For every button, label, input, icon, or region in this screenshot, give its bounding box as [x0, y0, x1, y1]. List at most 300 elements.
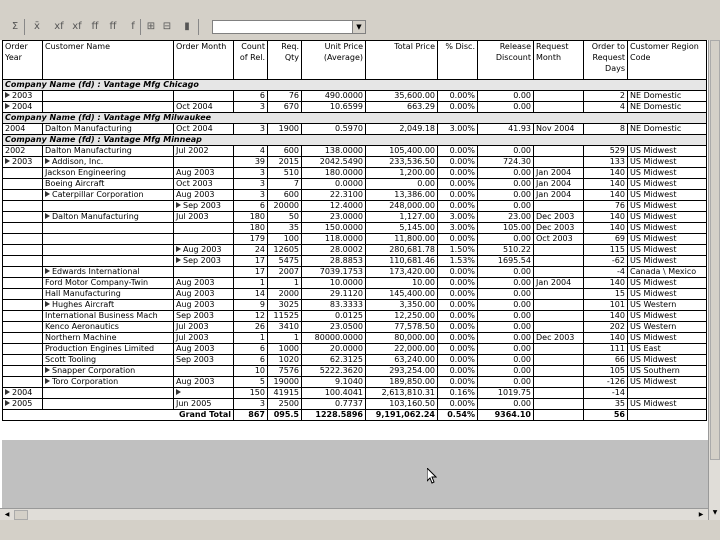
table-cell [628, 366, 707, 377]
table-cell [3, 256, 43, 267]
cell-text: US Midwest [630, 377, 677, 386]
cell-text: Aug 2003 [176, 289, 215, 298]
cell-text: Jun 2005 [176, 399, 212, 408]
cell-text: 1019.75 [497, 388, 531, 397]
cell-text: 2005 [12, 399, 33, 408]
table-cell [534, 190, 584, 201]
cell-text: 5 [259, 377, 265, 386]
table-cell [628, 399, 707, 410]
cell-text: US Midwest [630, 234, 677, 243]
table-cell [302, 190, 366, 201]
table-row[interactable] [3, 333, 707, 344]
cell-text: 0.00% [449, 289, 475, 298]
expand-arrow-icon[interactable] [45, 158, 50, 164]
table-row[interactable] [3, 157, 707, 168]
cell-text: 0.00 [513, 91, 531, 100]
cell-text: 0.00 [513, 146, 531, 155]
table-row[interactable] [3, 245, 707, 256]
cell-text: US Midwest [630, 289, 677, 298]
table-cell [628, 245, 707, 256]
table-cell [43, 102, 174, 113]
cell-text: 2500 [278, 399, 299, 408]
column-header-9[interactable]: Request Month [534, 41, 584, 80]
cell-text: 115 [609, 245, 625, 254]
table-cell [438, 388, 478, 399]
cell-text: 1.50% [449, 245, 475, 254]
cell-text: 0.00% [449, 278, 475, 287]
cell-text: 2042.5490 [319, 157, 363, 166]
table-cell [234, 179, 268, 190]
cell-text: 3 [259, 399, 265, 408]
cell-text: 2007 [278, 267, 299, 276]
table-row[interactable] [3, 377, 707, 388]
table-cell [3, 289, 43, 300]
cell-text: US Midwest [630, 256, 677, 265]
table-cell [43, 168, 174, 179]
cell-text: 0.00 [513, 179, 531, 188]
table-cell [234, 256, 268, 267]
table-cell [268, 377, 302, 388]
table-cell [628, 267, 707, 278]
cell-text: 0.00% [449, 322, 475, 331]
cell-text: 110,681.46 [389, 256, 435, 265]
table-cell [234, 289, 268, 300]
table-cell [534, 146, 584, 157]
cell-text: 140 [609, 179, 625, 188]
table-cell [174, 124, 234, 135]
cell-text: 1020 [278, 355, 299, 364]
toolbar-button-5[interactable]: ff [109, 21, 117, 32]
table-cell [234, 146, 268, 157]
table-cell [438, 278, 478, 289]
column-header-2[interactable]: Order Month [174, 41, 234, 80]
cell-text: 140 [609, 168, 625, 177]
column-header-10[interactable]: Order to Request Days [584, 41, 628, 80]
table-cell [366, 201, 438, 212]
table-cell [366, 267, 438, 278]
table-cell [174, 223, 234, 234]
expand-arrow-icon[interactable] [45, 301, 50, 307]
table-cell [268, 212, 302, 223]
empty-grid-area [2, 440, 708, 508]
cell-text: Dec 2003 [536, 333, 575, 342]
table-cell [478, 124, 534, 135]
cell-text: 0.00 [513, 190, 531, 199]
table-cell [3, 399, 43, 410]
table-cell [366, 388, 438, 399]
table-row[interactable] [3, 201, 707, 212]
expand-arrow-icon[interactable] [45, 367, 50, 373]
table-cell [584, 234, 628, 245]
table-cell [366, 234, 438, 245]
table-cell [234, 344, 268, 355]
column-header-5[interactable]: Unit Price (Average) [302, 41, 366, 80]
table-row[interactable] [3, 366, 707, 377]
table-cell [628, 377, 707, 388]
cell-text: 1.53% [449, 256, 475, 265]
cell-text: 0.00% [449, 168, 475, 177]
table-cell [534, 212, 584, 223]
cell-text: 0.00 [513, 366, 531, 375]
cell-text: 22.3100 [329, 190, 363, 199]
table-cell [3, 168, 43, 179]
table-cell [438, 223, 478, 234]
table-cell [174, 377, 234, 388]
table-cell [438, 311, 478, 322]
table-cell [174, 190, 234, 201]
cell-text: 20.0000 [329, 344, 363, 353]
cell-text: US Southern [630, 366, 680, 375]
table-cell [43, 234, 174, 245]
cell-text: 280,681.78 [389, 245, 435, 254]
cell-text: US Midwest [630, 168, 677, 177]
table-row[interactable] [3, 146, 707, 157]
table-cell [478, 201, 534, 212]
table-cell [174, 300, 234, 311]
expand-arrow-icon[interactable] [5, 400, 10, 406]
table-row[interactable] [3, 91, 707, 102]
table-cell [43, 377, 174, 388]
table-cell [584, 322, 628, 333]
table-row[interactable] [3, 234, 707, 245]
cell-text: 202 [609, 322, 625, 331]
group-header-row [3, 113, 707, 124]
column-header-7[interactable]: % Disc. [438, 41, 478, 80]
expand-arrow-icon[interactable] [176, 389, 181, 395]
table-cell [268, 102, 302, 113]
cell-text: 24 [254, 245, 265, 254]
table-cell [43, 333, 174, 344]
table-cell [584, 157, 628, 168]
cell-text: 3 [259, 190, 265, 199]
table-cell [534, 355, 584, 366]
expand-arrow-icon[interactable] [176, 246, 181, 252]
table-row[interactable] [3, 388, 707, 399]
toolbar-button-0[interactable]: Σ [11, 21, 19, 32]
table-cell [302, 267, 366, 278]
table-cell [628, 289, 707, 300]
table-cell [268, 278, 302, 289]
column-header-3[interactable]: Count of Rel. [234, 41, 268, 80]
expand-arrow-icon[interactable] [45, 378, 50, 384]
toolbar-button-6[interactable]: f [131, 21, 135, 32]
table-cell [302, 399, 366, 410]
cell-text: US Midwest [630, 157, 677, 166]
total-cell: 1228.5896 [302, 410, 366, 421]
cell-text: 3.00% [449, 212, 475, 221]
table-cell [174, 388, 234, 399]
table-cell [366, 300, 438, 311]
table-cell [174, 91, 234, 102]
cell-text: US Midwest [630, 311, 677, 320]
table-cell [584, 190, 628, 201]
table-cell [478, 234, 534, 245]
toolbar-button-2[interactable]: xf [54, 21, 64, 32]
cell-text: 28.8853 [329, 256, 363, 265]
table-row[interactable] [3, 179, 707, 190]
table-cell [174, 256, 234, 267]
table-cell [366, 91, 438, 102]
table-row[interactable] [3, 278, 707, 289]
expand-arrow-icon[interactable] [176, 257, 181, 263]
cell-text: US Midwest [630, 179, 677, 188]
table-cell [478, 377, 534, 388]
table-cell [628, 344, 707, 355]
cell-text: 0.00% [449, 344, 475, 353]
cell-text: 1,200.00 [399, 168, 435, 177]
table-cell [3, 344, 43, 355]
table-row[interactable] [3, 102, 707, 113]
cell-text: Caterpillar Corporation [52, 190, 144, 199]
table-cell [438, 377, 478, 388]
cell-text: 140 [609, 333, 625, 342]
scroll-down-icon[interactable]: ▼ [712, 509, 718, 516]
cell-text: 0.00% [449, 91, 475, 100]
table-cell [302, 234, 366, 245]
table-cell [234, 399, 268, 410]
table-cell [174, 234, 234, 245]
cell-text: 29.1120 [329, 289, 363, 298]
cell-text: Oct 2004 [176, 102, 213, 111]
horizontal-scroll-thumb[interactable] [14, 510, 28, 520]
cell-text: 0.00% [449, 157, 475, 166]
cell-text: 1 [259, 333, 265, 342]
cell-text: Jul 2003 [176, 322, 209, 331]
table-cell [534, 322, 584, 333]
cell-text: NE Domestic [630, 124, 682, 133]
cell-text: 2004 [12, 388, 33, 397]
group-header-label: Company Name (fd) : Vantage Mfg Minneap [3, 135, 707, 146]
expand-arrow-icon[interactable] [5, 92, 10, 98]
table-cell [43, 179, 174, 190]
column-header-11[interactable]: Customer Region Code [628, 41, 707, 80]
total-cell: 9364.10 [478, 410, 534, 421]
table-cell [268, 234, 302, 245]
table-cell [478, 300, 534, 311]
scroll-left-icon[interactable]: ◀ [4, 511, 10, 518]
cell-text: 0.7737 [335, 399, 363, 408]
table-cell [43, 91, 174, 102]
cell-text: 80000.0000 [314, 333, 363, 342]
table-row[interactable] [3, 124, 707, 135]
table-cell [438, 366, 478, 377]
cell-text: 0.00% [449, 300, 475, 309]
table-cell [234, 168, 268, 179]
table-cell [174, 212, 234, 223]
table-row[interactable] [3, 267, 707, 278]
cell-text: 100.4041 [324, 388, 363, 397]
table-cell [584, 256, 628, 267]
table-cell [234, 333, 268, 344]
toolbar-button-1[interactable]: x̄ [34, 21, 40, 32]
table-cell [3, 223, 43, 234]
chevron-down-icon[interactable]: ▼ [352, 21, 365, 33]
table-cell [534, 245, 584, 256]
table-cell [302, 223, 366, 234]
table-cell [478, 311, 534, 322]
cell-text: 12605 [273, 245, 299, 254]
table-cell [584, 311, 628, 322]
table-cell [584, 333, 628, 344]
table-cell [174, 311, 234, 322]
table-cell [268, 355, 302, 366]
toolbar-button-9[interactable]: ▮ [184, 21, 190, 32]
table-row[interactable] [3, 168, 707, 179]
table-cell [43, 201, 174, 212]
column-header-8[interactable]: Release Discount [478, 41, 534, 80]
toolbar-button-7[interactable]: ⊞ [146, 21, 156, 32]
table-cell [534, 157, 584, 168]
expand-arrow-icon[interactable] [5, 389, 10, 395]
table-cell [366, 212, 438, 223]
cell-text: 3 [259, 168, 265, 177]
cell-text: Hall Manufacturing [45, 289, 121, 298]
table-row[interactable] [3, 300, 707, 311]
table-cell [3, 322, 43, 333]
table-cell [43, 355, 174, 366]
expand-arrow-icon[interactable] [5, 158, 10, 164]
table-cell [174, 157, 234, 168]
table-cell [628, 124, 707, 135]
table-cell [302, 201, 366, 212]
column-header-4[interactable]: Req. Qty [268, 41, 302, 80]
table-row[interactable] [3, 212, 707, 223]
table-row[interactable] [3, 311, 707, 322]
cell-text: Production Engines Limited [45, 344, 155, 353]
table-cell [478, 399, 534, 410]
vertical-scrollbar[interactable] [708, 40, 720, 520]
cell-text: 0.00% [449, 201, 475, 210]
table-cell [534, 278, 584, 289]
expand-arrow-icon[interactable] [5, 103, 10, 109]
table-row[interactable] [3, 355, 707, 366]
table-cell [234, 267, 268, 278]
cell-text: 1 [293, 278, 299, 287]
table-cell [478, 102, 534, 113]
table-cell [174, 102, 234, 113]
cell-text: Dec 2003 [536, 212, 575, 221]
cell-text: US Western [630, 300, 677, 309]
cell-text: Jan 2004 [536, 190, 572, 199]
cell-text: 9 [259, 300, 265, 309]
cell-text: 5,145.00 [399, 223, 435, 232]
table-cell [366, 157, 438, 168]
expand-arrow-icon[interactable] [176, 202, 181, 208]
table-row[interactable] [3, 289, 707, 300]
table-cell [438, 157, 478, 168]
total-cell: Grand Total [3, 410, 234, 421]
cell-text: 105.00 [503, 223, 531, 232]
table-cell [366, 399, 438, 410]
table-row[interactable] [3, 190, 707, 201]
table-cell [584, 388, 628, 399]
table-cell [628, 322, 707, 333]
vertical-scroll-thumb[interactable] [710, 40, 720, 460]
table-cell [43, 190, 174, 201]
cell-text: 10.0000 [329, 278, 363, 287]
table-cell [174, 355, 234, 366]
table-cell [438, 91, 478, 102]
table-cell [268, 190, 302, 201]
toolbar-button-8[interactable]: ⊟ [162, 21, 172, 32]
table-cell [534, 344, 584, 355]
table-cell [43, 223, 174, 234]
table-cell [438, 234, 478, 245]
table-cell [43, 146, 174, 157]
cell-text: Sep 2003 [183, 201, 221, 210]
cell-text: 35 [288, 223, 299, 232]
table-cell [534, 333, 584, 344]
table-cell [3, 245, 43, 256]
table-cell [534, 179, 584, 190]
expand-arrow-icon[interactable] [45, 191, 50, 197]
toolbar-combo-box[interactable] [212, 20, 366, 34]
cell-text: Dalton Manufacturing [45, 146, 132, 155]
column-header-0[interactable]: Order Year [3, 41, 43, 80]
cell-text: Dec 2003 [536, 223, 575, 232]
scroll-right-icon[interactable]: ▶ [698, 511, 704, 518]
table-cell [43, 311, 174, 322]
cell-text: 0.00% [449, 377, 475, 386]
toolbar-button-4[interactable]: ff [91, 21, 99, 32]
cell-text: Dalton Manufacturing [52, 212, 139, 221]
cell-text: 41.93 [508, 124, 531, 133]
cell-text: Snapper Corporation [52, 366, 136, 375]
table-cell [268, 124, 302, 135]
table-cell [3, 157, 43, 168]
table-cell [174, 278, 234, 289]
table-row[interactable] [3, 344, 707, 355]
cell-text: Aug 2003 [176, 344, 215, 353]
table-cell [234, 322, 268, 333]
table-cell [268, 322, 302, 333]
toolbar-button-3[interactable]: xf [72, 21, 82, 32]
table-row[interactable] [3, 223, 707, 234]
cell-text: 76 [614, 201, 625, 210]
expand-arrow-icon[interactable] [45, 213, 50, 219]
cell-text: 35,600.00 [394, 91, 435, 100]
table-cell [234, 91, 268, 102]
cell-text: 3 [259, 124, 265, 133]
table-cell [268, 256, 302, 267]
expand-arrow-icon[interactable] [45, 268, 50, 274]
group-header-label: Company Name (fd) : Vantage Mfg Chicago [3, 80, 707, 91]
cell-text: 0.0125 [335, 311, 363, 320]
cell-text: 11525 [273, 311, 299, 320]
table-row[interactable] [3, 399, 707, 410]
cell-text: 2004 [5, 124, 26, 133]
table-row[interactable] [3, 256, 707, 267]
cell-text: 2000 [278, 289, 299, 298]
table-cell [43, 366, 174, 377]
cell-text: Addison, Inc. [52, 157, 104, 166]
table-cell [3, 355, 43, 366]
table-cell [3, 377, 43, 388]
cell-text: 0.00% [449, 146, 475, 155]
cell-text: Jul 2002 [176, 146, 209, 155]
table-cell [438, 190, 478, 201]
table-cell [234, 201, 268, 212]
table-cell [268, 146, 302, 157]
table-cell [3, 124, 43, 135]
column-header-6[interactable]: Total Price [366, 41, 438, 80]
table-cell [302, 102, 366, 113]
cell-text: Toro Corporation [52, 377, 119, 386]
table-row[interactable] [3, 322, 707, 333]
column-header-1[interactable]: Customer Name [43, 41, 174, 80]
cell-text: 7576 [278, 366, 299, 375]
table-cell [438, 344, 478, 355]
